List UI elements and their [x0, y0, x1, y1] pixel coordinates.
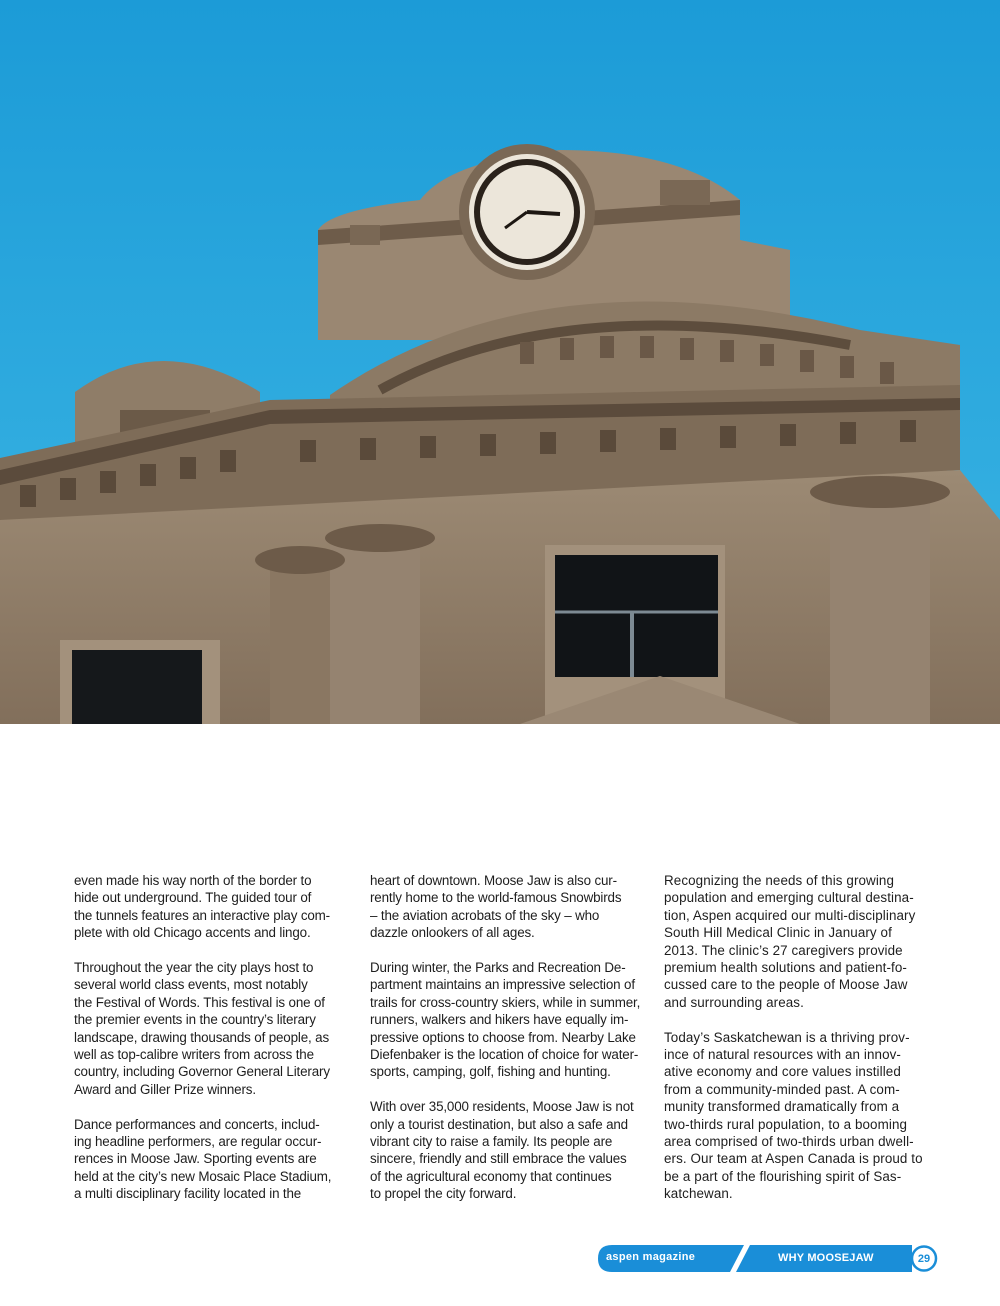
paragraph: Recognizing the needs of this growing population and emerging cultural destina- tion, Aspen acquired our multi-disciplinary South Hill Medical Clinic in January of 2013. The clinic’s 27 caregivers provide premium health solutions and patient-fo- cussed care to the people of Moose Jaw and surrounding areas. [664, 873, 916, 1010]
paragraph: Throughout the year the city plays host to several world class events, most notably the Festival of Words. This festival is one of the premier events in the country’s literary landscape, drawing thousands of people, as well as top-calibre writers from across the country, including Governor General Literary Award and Giller Prize winners. [74, 960, 330, 1097]
paragraph: With over 35,000 residents, Moose Jaw is not only a tourist destination, but also a safe and vibrant city to raise a family. Its people are sincere, friendly and still embrace the values of the agricultural economy that continues to propel the city forward. [370, 1099, 634, 1202]
paragraph: even made his way north of the border to hide out underground. The guided tour of the tunnels features an interactive play com- plete with old Chicago accents and lingo. [74, 873, 330, 941]
paragraph: During winter, the Parks and Recreation De- partment maintains an impressive selection of trails for cross-country skiers, while in summer, runners, walkers and hikers have equally im- pressive options to choose from. Nearby Lake Diefenbaker is the location of choice for water- sports, camping, golf, fishing and hunting. [370, 960, 641, 1080]
text-column-3 [664, 872, 944, 1220]
page-number: 29 [917, 1253, 931, 1265]
paragraph: Today’s Saskatchewan is a thriving prov- ince of natural resources with an innov- ative economy and core values instilled from a community-minded past. A com- munity transformed dramatically from a two-thirds rural population, to a booming area comprised of two-thirds urban dwell- ers. Our team at Aspen Canada is proud to be a part of the flourishing spirit of Sas- katchewan. [664, 1029, 923, 1202]
text-column-2 [370, 872, 650, 1220]
magazine-name: aspen magazine [606, 1251, 696, 1263]
page-footer [0, 1240, 1000, 1280]
paragraph: heart of downtown. Moose Jaw is also cur- rently home to the world-famous Snowbirds – the aviation acrobats of the sky – who dazzle onlookers of all ages. [370, 873, 622, 941]
section-title: WHY MOOSEJAW [778, 1252, 874, 1264]
text-column-1 [74, 872, 354, 1220]
paragraph: Dance performances and concerts, includ- ing headline performers, are regular occur- rences in Moose Jaw. Sporting events are held at the city’s new Mosaic Place Stadium, a multi disciplinary facility located in the [74, 1116, 332, 1202]
